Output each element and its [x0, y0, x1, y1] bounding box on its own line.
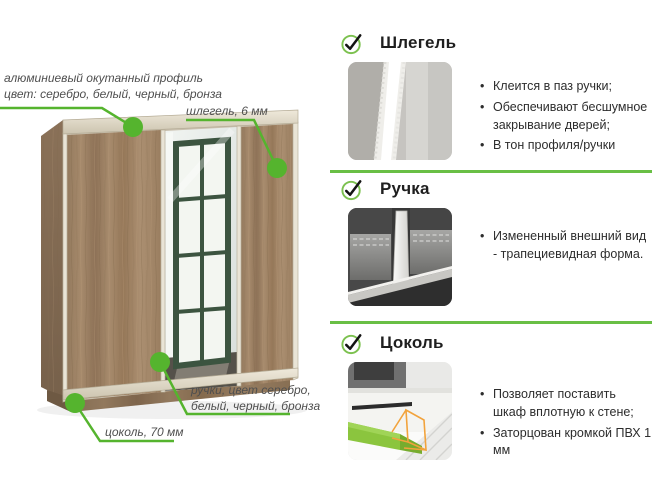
plinth-bullet-list	[480, 386, 652, 463]
mirror-door	[165, 127, 237, 391]
bullet: • Клеится в паз ручки;	[480, 78, 652, 96]
handle-bullet-list	[480, 228, 652, 306]
bullet: • Измененный внешний вид - трапециевидная форма.	[480, 228, 652, 264]
schlegel-seal-photo	[348, 62, 452, 160]
bullet: • Обеспечивают бесшумное закрывание дверей;	[480, 99, 652, 135]
marker-schlegel	[267, 158, 287, 178]
handle-profile-photo	[348, 208, 452, 306]
bullet: • Позволяет поставить шкаф вплотную к стене;	[480, 386, 652, 422]
annotation-handles	[191, 382, 320, 414]
annotation-handles-line1: ручки, цвет серебро,	[191, 383, 311, 397]
annotation-profile-line2: цвет: серебро, белый, черный, бронза	[4, 87, 222, 101]
annotation-plinth: цоколь, 70 мм	[105, 425, 184, 439]
marker-profile	[123, 117, 143, 137]
annotation-profile	[4, 70, 222, 102]
section-title: Цоколь	[380, 333, 444, 352]
schlegel-bullet-list	[480, 78, 652, 160]
plinth-photo	[348, 362, 452, 460]
annotation-handles-line2: белый, черный, бронза	[191, 399, 321, 413]
check-icon	[340, 177, 365, 202]
annotation-schlegel: шлегель, 6 мм	[186, 104, 268, 118]
section-plinth	[340, 330, 652, 463]
check-icon	[340, 31, 365, 56]
section-divider	[330, 170, 652, 173]
check-icon	[340, 331, 365, 356]
marker-handles	[150, 352, 170, 372]
section-title: Шлегель	[380, 33, 457, 52]
section-handle	[340, 176, 652, 306]
bullet: • Заторцован кромкой ПВХ 1 мм	[480, 425, 652, 461]
wardrobe-body	[41, 110, 298, 412]
bullet: • В тон профиля/ручки	[480, 137, 652, 155]
section-title: Ручка	[380, 179, 430, 198]
section-divider	[330, 321, 652, 324]
section-schlegel	[340, 30, 652, 160]
annotation-profile-line1: алюминиевый окутанный профиль	[4, 71, 203, 85]
marker-plinth	[65, 393, 85, 413]
